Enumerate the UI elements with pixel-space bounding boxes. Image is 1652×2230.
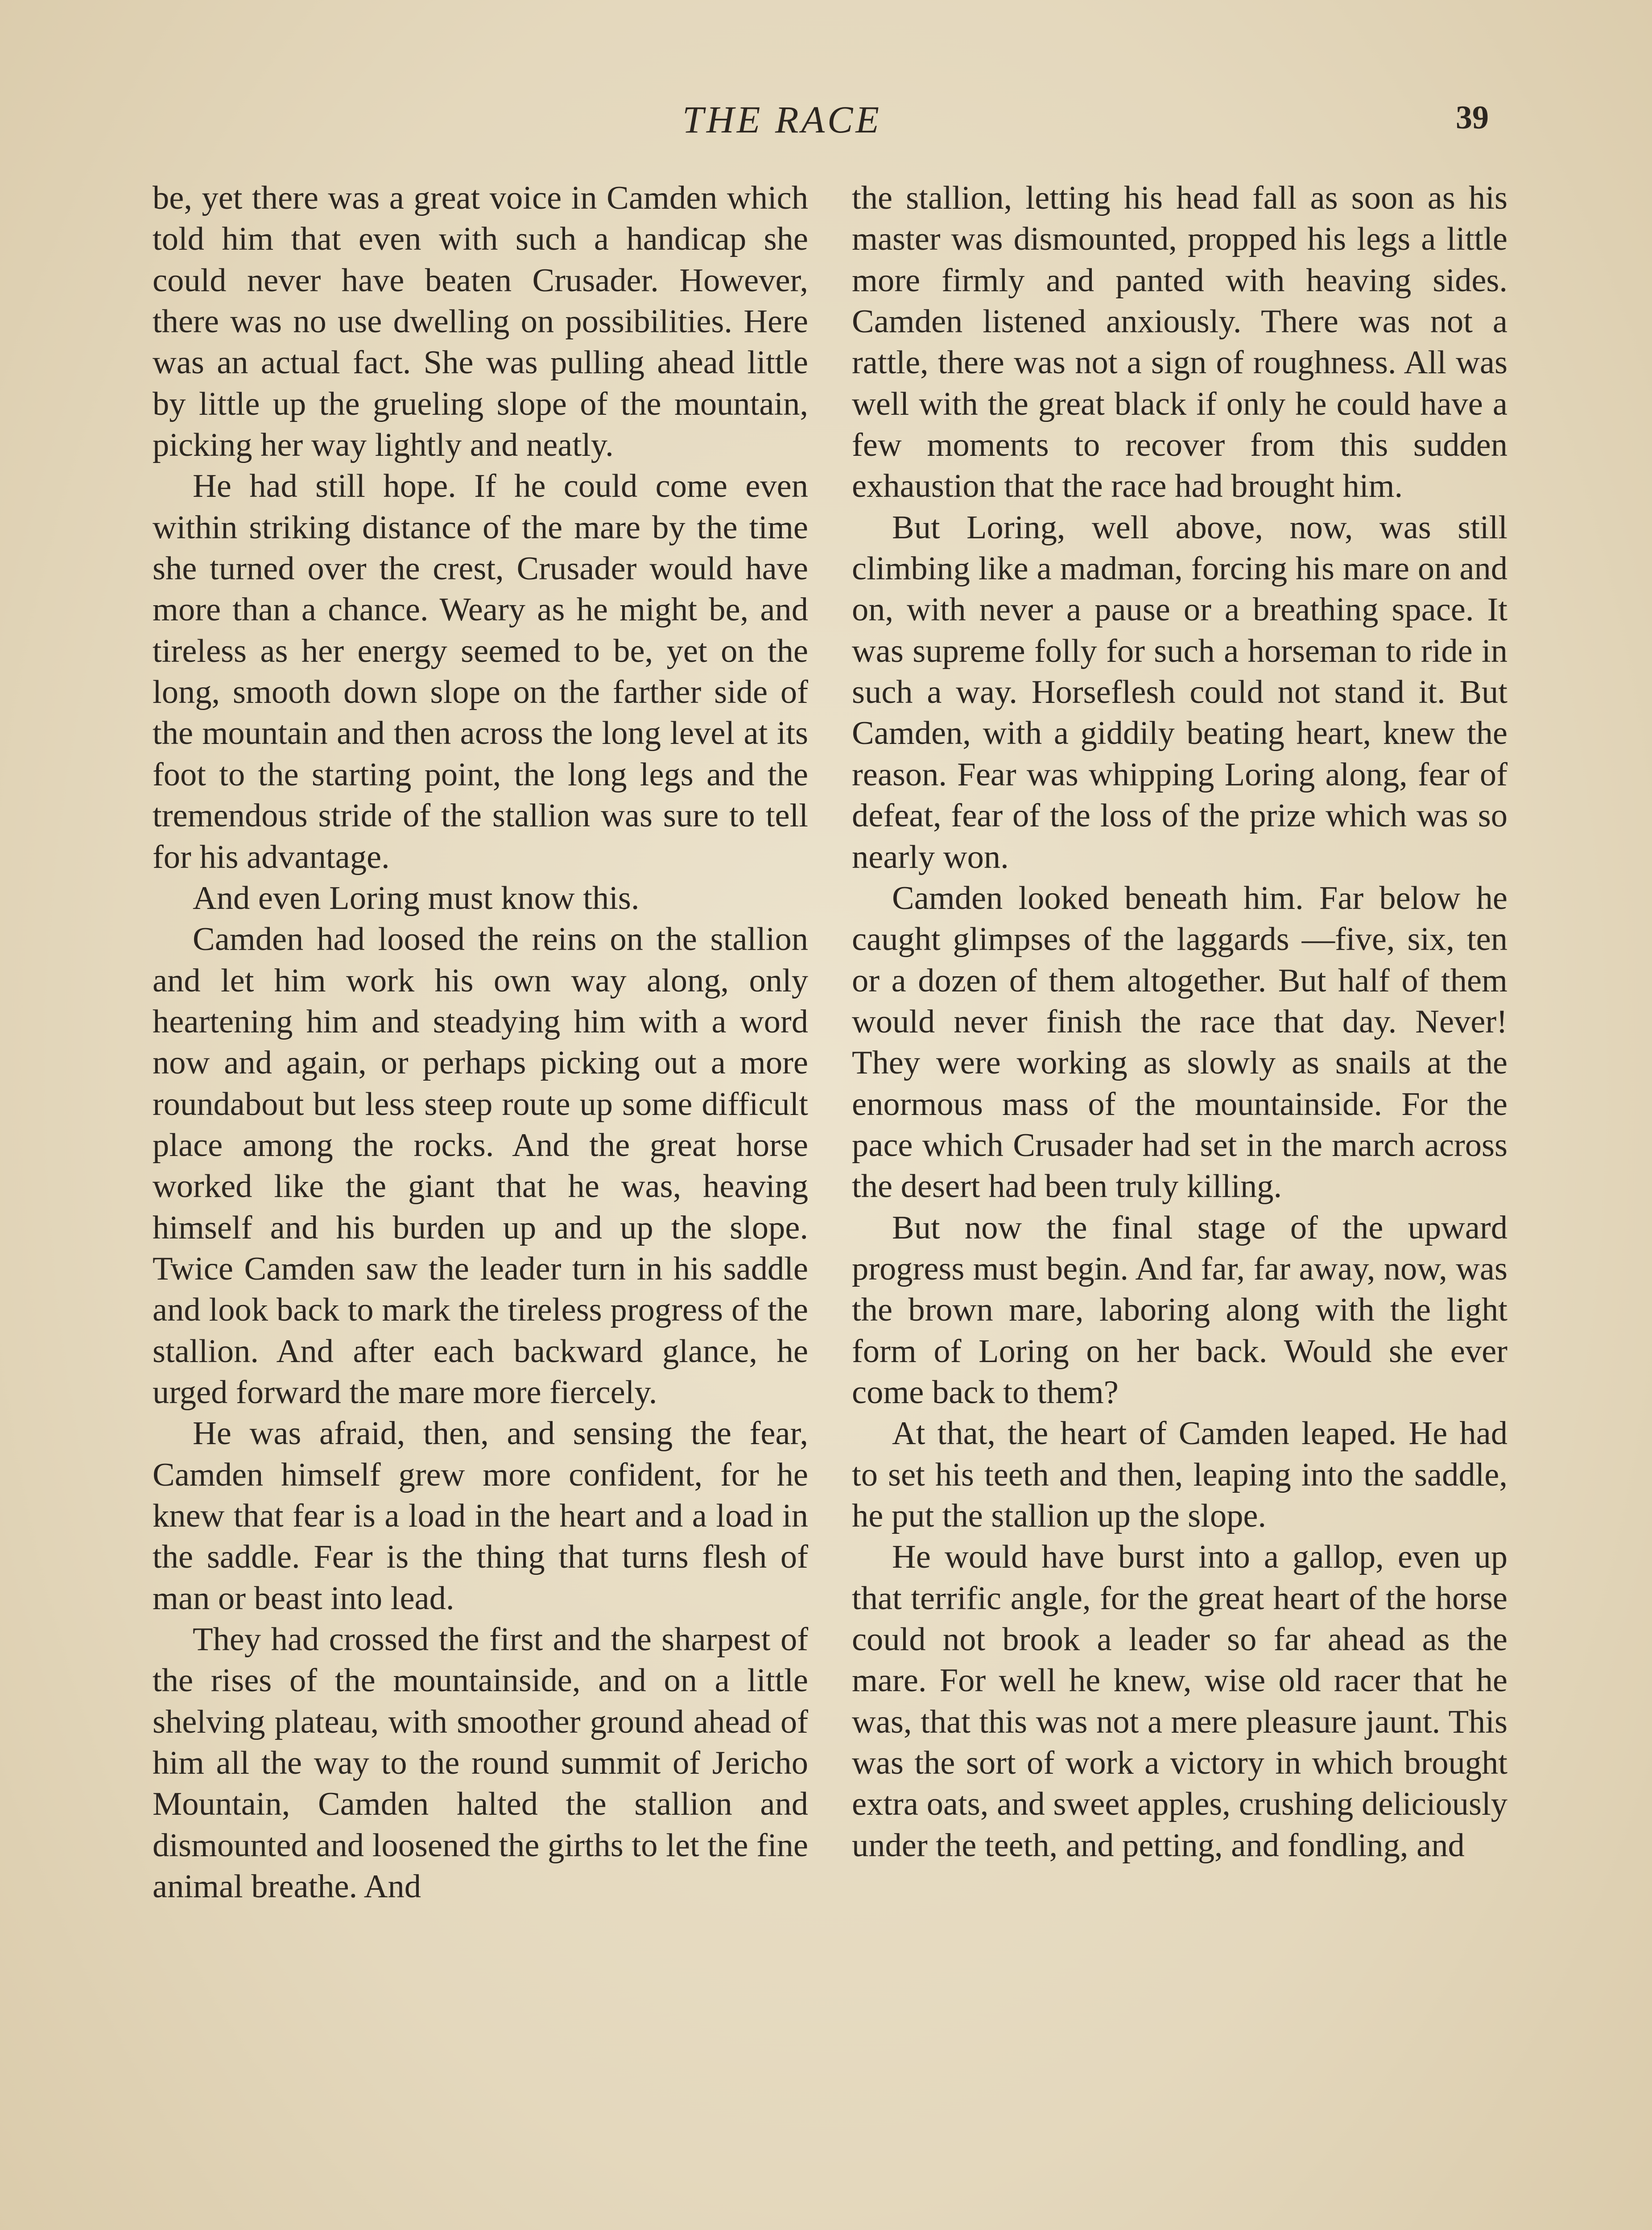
paragraph: Camden looked beneath him. Far below he caught glimpses of the laggards —five, six, ten or a dozen of them altogether. But half of them would never finish the race that day. Never! They were working as slowly as snails at the enormous mass of the mountainside. For the pace which Crusader had set in the march across the desert had been truly killing. (852, 880, 1507, 1205)
paragraph: But Loring, well above, now, was still climbing like a madman, forcing his mare on and on, with never a pause or a breathing space. It was supreme folly for such a horseman to ride in such a way. Horseflesh could not stand it. But Camden, with a giddily beating heart, knew the reason. Fear was whipping Loring along, fear of defeat, fear of the loss of the prize which was so nearly won. (852, 509, 1507, 875)
paragraph: At that, the heart of Camden leaped. He had to set his teeth and then, leaping into the saddle, he put the stallion up the slope. (852, 1415, 1507, 1534)
paragraph: He was afraid, then, and sensing the fear, Camden himself grew more confident, for he knew that fear is a load in the heart and a load in the saddle. Fear is the thing that turns flesh of man or beast into lead. (153, 1415, 808, 1617)
paragraph: He had still hope. If he could come even within striking distance of the mare by the time she turned over the crest, Crusader would have more than a chance. Weary as he might be, and tireless as her energy seemed to be, yet on the long, smooth down slope on the farther side of the mountain and then across the long level at its foot to the starting point, the long legs and the tremendous stride of the stallion was sure to tell for his advantage. (153, 468, 808, 875)
paragraph: be, yet there was a great voice in Camden which told him that even with such a handicap she could never have beaten Crusader. However, there was no use dwelling on possibilities. Here was an actual fact. She was pulling ahead little by little up the grueling slope of the mountain, picking her way lightly and neatly. (153, 180, 808, 464)
paragraph: They had crossed the first and the sharpest of the rises of the mountainside, and on a little shelving plateau, with smoother ground ahead of him all the way to the round summit of Jericho Mountain, Camden halted the stallion and dismounted and loosened the girths to let the fine animal breathe. And (153, 1621, 808, 1905)
running-head: THE RACE (682, 98, 882, 141)
page-number: 39 (1456, 99, 1489, 136)
paragraph: the stallion, letting his head fall as soon as his master was dismounted, propped his legs a little more firmly and panted with heaving sides. Camden listened anxiously. There was not a rattle, there was not a sign of roughness. All was well with the great black if only he could have a few moments to recover from this sudden exhaustion that the race had brought him. (852, 180, 1507, 505)
paragraph: And even Loring must know this. (193, 880, 640, 917)
paragraph: But now the final stage of the upward progress must begin. And far, far away, now, was the brown mare, laboring along with the light form of Loring on her back. Would she ever come back to them? (852, 1209, 1507, 1411)
paragraph: Camden had loosed the reins on the stallion and let him work his own way along, only heartening him and steadying him with a word now and again, or perhaps picking out a more roundabout but less steep route up some difficult place among the rocks. And the great horse worked like the giant that he was, heaving himself and his burden up and up the slope. Twice Camden saw the leader turn in his saddle and look back to mark the tireless progress of the stallion. And after each backward glance, he urged forward the mare more fiercely. (153, 921, 808, 1411)
paragraph: He would have burst into a gallop, even up that terrific angle, for the great heart of the horse could not brook a leader so far ahead as the mare. For well he knew, wise old racer that he was, that this was not a mere pleasure jaunt. This was the sort of work a victory in which brought extra oats, and sweet apples, crushing deliciously under the teeth, and petting, and fondling, and (852, 1539, 1507, 1864)
left-column (153, 178, 808, 1907)
right-column (852, 178, 1507, 1866)
